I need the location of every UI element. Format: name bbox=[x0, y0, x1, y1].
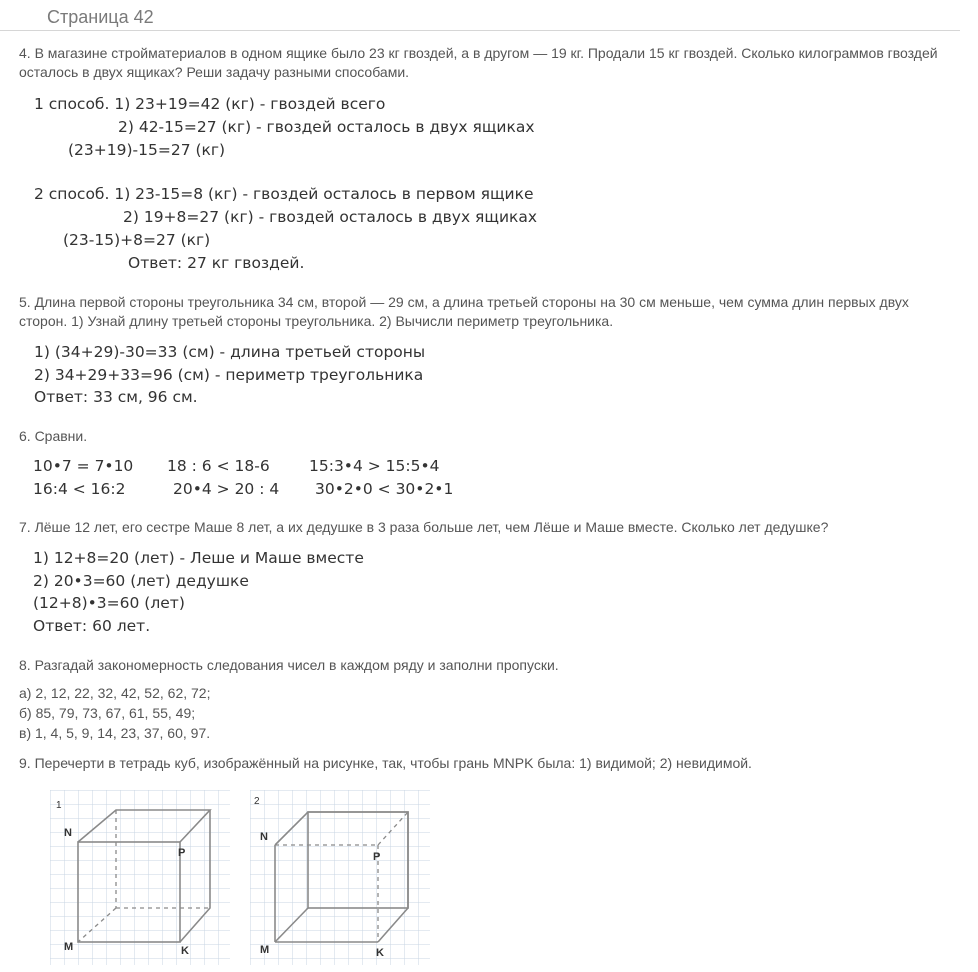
task-6-r2-c3: 30•2•0 < 30•2•1 bbox=[315, 480, 454, 498]
task-7-line1: 1) 12+8=20 (лет) - Леше и Маше вместе bbox=[33, 549, 364, 567]
label-p: P bbox=[178, 847, 186, 859]
task-5-answer: Ответ: 33 см, 96 см. bbox=[34, 388, 198, 406]
label-m: M bbox=[64, 941, 74, 953]
page-header bbox=[0, 0, 960, 31]
task-9-question: 9. Перечерти в тетрадь куб, изображённый на рисунке, так, чтобы грань MNPK была: 1) видимой; 2) невидимой. bbox=[19, 755, 752, 771]
task-7-answer: Ответ: 60 лет. bbox=[33, 617, 151, 635]
cube-figure-2 bbox=[250, 790, 430, 965]
figure-number: 1 bbox=[56, 800, 62, 811]
grid-background bbox=[50, 790, 230, 965]
cube-figure-1-svg bbox=[50, 790, 230, 965]
label-k: K bbox=[376, 947, 384, 959]
task-8-row-a: а) 2, 12, 22, 32, 42, 52, 62, 72; bbox=[19, 685, 211, 701]
label-n: N bbox=[64, 827, 72, 839]
label-p: P bbox=[373, 851, 381, 863]
task-6-question: 6. Сравни. bbox=[19, 428, 88, 444]
task-4-way1-line1: 1 способ. 1) 23+19=42 (кг) - гвоздей всего bbox=[34, 95, 386, 113]
task-6-r2-c1: 16:4 < 16:2 bbox=[33, 480, 126, 498]
task-8-question: 8. Разгадай закономерность следования чисел в каждом ряду и заполни пропуски. bbox=[19, 657, 559, 673]
task-5-line2: 2) 34+29+33=96 (см) - периметр треугольника bbox=[34, 366, 424, 384]
task-7-line3: (12+8)•3=60 (лет) bbox=[33, 594, 185, 612]
task-4-way1-line2: 2) 42-15=27 (кг) - гвоздей осталось в двух ящиках bbox=[118, 118, 535, 136]
task-4-way1-expression: (23+19)-15=27 (кг) bbox=[68, 141, 226, 159]
task-6-r1-c3: 15:3•4 > 15:5•4 bbox=[309, 457, 440, 475]
page-title: Страница 42 bbox=[47, 7, 154, 27]
task-6-r1-c2: 18 : 6 < 18-6 bbox=[167, 457, 270, 475]
task-7-question: 7. Лёше 12 лет, его сестре Маше 8 лет, а их дедушке в 3 раза больше лет, чем Лёше и Маше вместе. Сколько лет дедушке? bbox=[19, 519, 829, 535]
task-4-question: 4. В магазине стройматериалов в одном ящике было 23 кг гвоздей, а в другом — 19 кг. Продали 15 кг гвоздей. Сколько килограммов гвоздей осталось в двух ящиках? Реши задачу разными способами. bbox=[19, 45, 938, 80]
task-4-way2-line1: 2 способ. 1) 23-15=8 (кг) - гвоздей осталось в первом ящике bbox=[34, 185, 534, 203]
task-4-way2-line2: 2) 19+8=27 (кг) - гвоздей осталось в двух ящиках bbox=[123, 208, 538, 226]
task-8-row-b: б) 85, 79, 73, 67, 61, 55, 49; bbox=[19, 705, 196, 721]
task-8-row-c: в) 1, 4, 5, 9, 14, 23, 37, 60, 97. bbox=[19, 725, 211, 741]
task-4-way2-expression: (23-15)+8=27 (кг) bbox=[63, 231, 211, 249]
task-4-answer: Ответ: 27 кг гвоздей. bbox=[128, 254, 305, 272]
task-7-line2: 2) 20•3=60 (лет) дедушке bbox=[33, 572, 249, 590]
task-5-line1: 1) (34+29)-30=33 (см) - длина третьей стороны bbox=[34, 343, 426, 361]
cube-figure-2-svg bbox=[250, 790, 430, 965]
label-k: K bbox=[181, 945, 189, 957]
task-6-r2-c2: 20•4 > 20 : 4 bbox=[173, 480, 280, 498]
grid-background bbox=[250, 790, 430, 965]
label-m: M bbox=[260, 944, 270, 956]
label-n: N bbox=[260, 831, 268, 843]
task-5-question: 5. Длина первой стороны треугольника 34 см, второй — 29 см, а длина третьей стороны на 30 см меньше, чем сумма длин первых двух сторон. 1) Узнай длину третьей стороны треугольника. 2) Вычисли периметр треугольника. bbox=[19, 294, 909, 329]
task-6-r1-c1: 10•7 = 7•10 bbox=[33, 457, 134, 475]
figure-number: 2 bbox=[254, 796, 260, 807]
cube-figure-1 bbox=[50, 790, 230, 965]
